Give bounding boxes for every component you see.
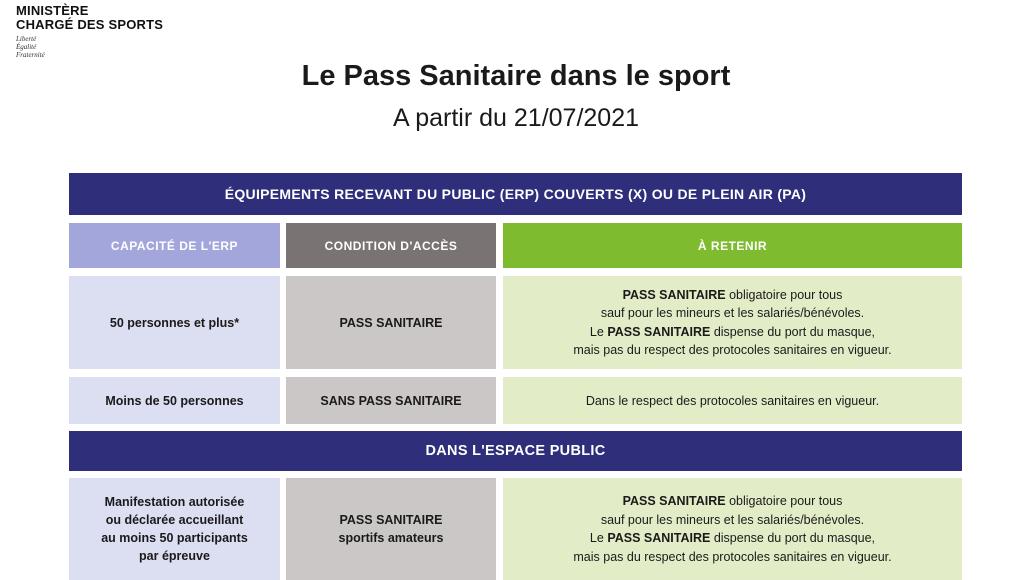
row2-capacity: Moins de 50 personnes xyxy=(69,377,280,424)
row3-note: PASS SANITAIRE obligatoire pour tous sauf pour les mineurs et les salariés/bénévoles. Le PASS SANITAIRE dispense du port du masque, mais pas du respect des protocoles sanitaires en vigueur. xyxy=(503,478,962,580)
page-subtitle: A partir du 21/07/2021 xyxy=(392,104,640,132)
logo-line-1: MINISTÈRE xyxy=(16,3,89,18)
row3-condition: PASS SANITAIRE sportifs amateurs xyxy=(286,478,496,580)
row1-note: PASS SANITAIRE obligatoire pour tous sauf pour les mineurs et les salariés/bénévoles. Le PASS SANITAIRE dispense du port du masque, mais pas du respect des protocoles sanitaires en vigueur. xyxy=(503,276,962,369)
row1-condition: PASS SANITAIRE xyxy=(286,276,496,369)
column-header-capacity: CAPACITÉ DE L'ERP xyxy=(69,223,280,268)
logo-motto-3: Fraternité xyxy=(16,51,45,59)
row2-note: Dans le respect des protocoles sanitaires en vigueur. xyxy=(503,377,962,424)
column-header-retain: À RETENIR xyxy=(503,223,962,268)
ministry-logo xyxy=(16,4,163,59)
section-erp-heading: ÉQUIPEMENTS RECEVANT DU PUBLIC (ERP) COUVERTS (X) OU DE PLEIN AIR (PA) xyxy=(69,173,962,215)
logo-line-2: CHARGÉ DES SPORTS xyxy=(16,17,164,32)
row2-condition: SANS PASS SANITAIRE xyxy=(286,377,496,424)
section-public-space-heading: DANS L'ESPACE PUBLIC xyxy=(69,431,962,471)
row1-capacity: 50 personnes et plus* xyxy=(69,276,280,369)
page-title: Le Pass Sanitaire dans le sport xyxy=(301,60,731,92)
column-header-condition: CONDITION D'ACCÈS xyxy=(286,223,496,268)
row3-capacity: Manifestation autorisée ou déclarée accueillant au moins 50 participants par épreuve xyxy=(69,478,280,580)
logo-motto-1: Liberté xyxy=(16,35,37,43)
logo-motto-2: Égalité xyxy=(16,43,37,51)
